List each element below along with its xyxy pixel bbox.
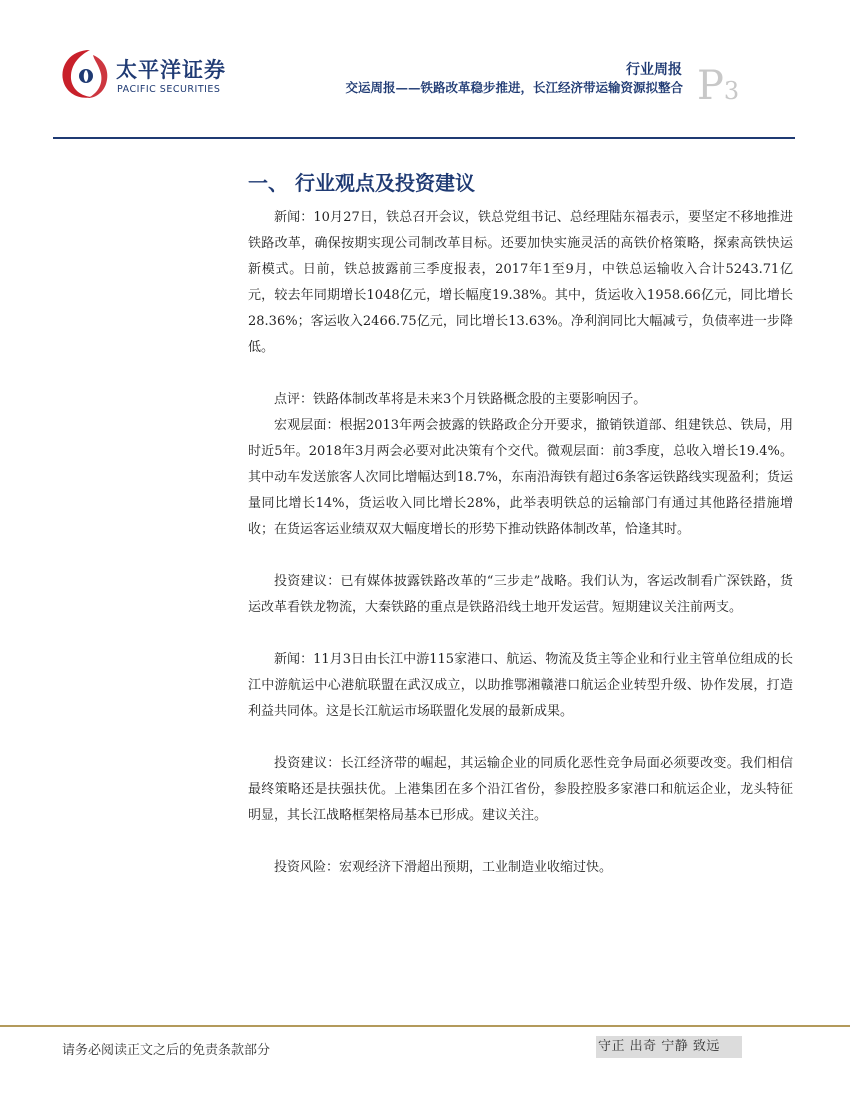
page-number-digit: 3 bbox=[723, 77, 740, 105]
company-logo bbox=[58, 46, 248, 106]
page-letter: P bbox=[697, 63, 724, 109]
footer-divider bbox=[0, 1025, 850, 1027]
footer-disclaimer: 请务必阅读正文之后的免责条款部分 bbox=[62, 1043, 271, 1058]
report-type-label: 行业周报 bbox=[626, 62, 682, 78]
section-title: 一、 行业观点及投资建议 bbox=[248, 171, 475, 195]
report-title: 交运周报——铁路改革稳步推进，长江经济带运输资源拟整合 bbox=[345, 80, 683, 95]
paragraph-investment-advice-railway: 投资建议：已有媒体披露铁路改革的“三步走”战略。我们认为，客运改制看广深铁路，货运改革看铁龙物流，大秦铁路的重点是铁路沿线土地开发运营。短期建议关注前两支。 bbox=[248, 574, 793, 615]
pacific-securities-logo-icon bbox=[58, 46, 112, 102]
header-divider bbox=[53, 137, 795, 139]
paragraph-news-railway: 新闻：10月27日，铁总召开会议，铁总党组书记、总经理陆东福表示，要坚定不移地推进铁路改革，确保按期实现公司制改革目标。还要加快实施灵活的高铁价格策略，探索高铁快运新模式。日前，铁总披露前三季度报表，2017年1至9月，中铁总运输收入合计5243.71亿元，较去年同期增长1048亿元，增长幅度19.38%。其中，货运收入1958.66亿元，同比增长28.36%；客运收入2466.75亿元，同比增长13.63%。净利润同比大幅减亏，负债率进一步降低。 bbox=[248, 210, 793, 355]
paragraph-comment: 点评：铁路体制改革将是未来3个月铁路概念股的主要影响因子。 bbox=[274, 392, 647, 407]
report-body bbox=[248, 205, 793, 881]
paragraph-news-yangtze: 新闻：11月3日由长江中游115家港口、航运、物流及货主等企业和行业主管单位组成的长江中游航运中心港航联盟在武汉成立，以助推鄂湘赣港口航运企业转型升级、协作发展，打造利益共同体。这是长江航运市场联盟化发展的最新成果。 bbox=[248, 652, 793, 719]
logo-english-name: PACIFIC SECURITIES bbox=[117, 84, 221, 95]
paragraph-macro-level: 宏观层面：根据2013年两会披露的铁路政企分开要求，撤销铁道部、组建铁总、铁局，用时近5年。2018年3月两会必要对此决策有个交代。微观层面：前3季度，总收入增长19.4%。其中动车发送旅客人次同比增幅达到18.7%，东南沿海铁有超过6条客运铁路线实现盈利；货运量同比增长14%，货运收入同比增长28%，此举表明铁总的运输部门有通过其他路径措施增收；在货运客运业绩双双大幅度增长的形势下推动铁路体制改革，恰逢其时。 bbox=[248, 418, 793, 537]
footer-motto: 守正 出奇 宁静 致远 bbox=[596, 1036, 742, 1058]
paragraph-investment-advice-yangtze: 投资建议：长江经济带的崛起，其运输企业的同质化恶性竞争局面必须要改变。我们相信最终策略还是扶强扶优。上港集团在多个沿江省份，参股控股多家港口和航运企业，龙头特征明显，其长江战略框架格局基本已形成。建议关注。 bbox=[248, 756, 793, 823]
paragraph-investment-risk: 投资风险：宏观经济下滑超出预期，工业制造业收缩过快。 bbox=[274, 860, 613, 875]
logo-chinese-name: 太平洋证券 bbox=[116, 58, 226, 82]
page-number bbox=[697, 63, 740, 109]
